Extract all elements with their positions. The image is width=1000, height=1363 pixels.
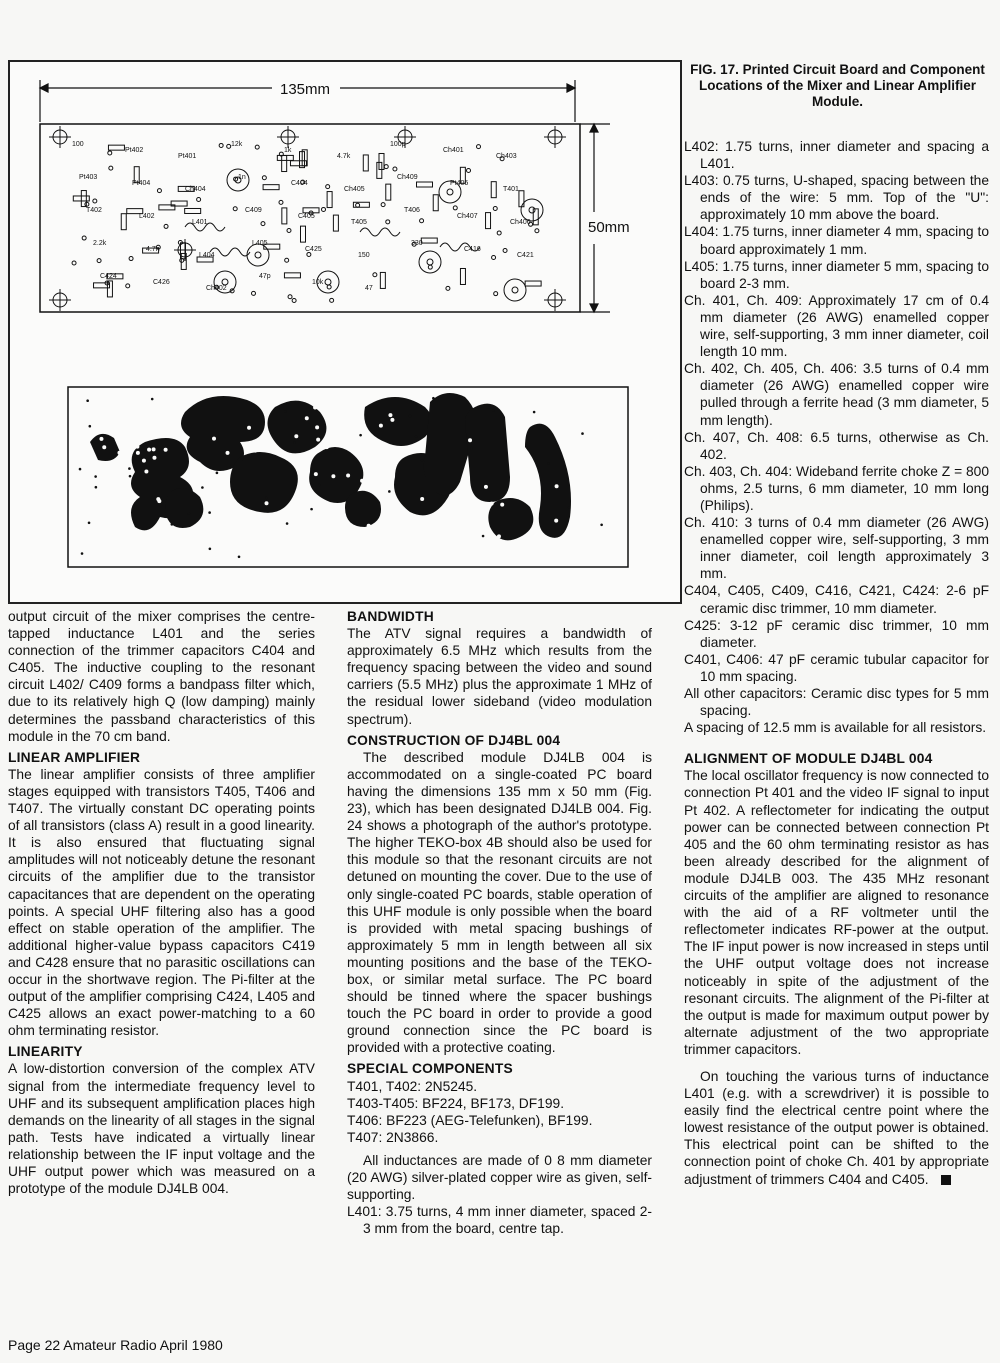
- resistor: [121, 214, 126, 230]
- foil-hole: [147, 448, 151, 452]
- solder-pad: [252, 291, 256, 295]
- solder-pad: [467, 169, 471, 173]
- part-label: C425: [305, 246, 322, 253]
- board-dot: [600, 523, 603, 526]
- board-dot: [238, 555, 241, 558]
- board-dot: [409, 415, 412, 418]
- foil-hole: [136, 451, 140, 455]
- foil-hole: [346, 528, 350, 532]
- solder-pad: [164, 224, 168, 228]
- heading-alignment: ALIGNMENT OF MODULE DJ4BL 004: [684, 751, 933, 767]
- solder-pad: [109, 166, 113, 170]
- solder-pad: [292, 298, 296, 302]
- part-label: Ch402: [206, 285, 227, 292]
- solder-pad: [497, 231, 501, 235]
- resistor: [533, 209, 538, 225]
- trimmer-center: [529, 207, 535, 213]
- trimmer-center: [447, 189, 453, 195]
- part-label: 4.7k: [337, 153, 351, 160]
- end-mark: [941, 1175, 951, 1185]
- foil-hole: [117, 451, 121, 455]
- board-dot: [129, 475, 132, 478]
- foil-hole: [386, 455, 390, 459]
- solder-pad: [97, 259, 101, 263]
- part-label: 330: [411, 240, 423, 247]
- part-label: Ch404: [185, 186, 206, 193]
- part-label: 100: [72, 141, 84, 148]
- board-dot: [151, 398, 154, 401]
- foil-hole: [152, 447, 156, 451]
- foil-hole: [325, 445, 329, 449]
- solder-pad: [126, 284, 130, 288]
- solder-pad: [307, 252, 311, 256]
- heading-linearity: LINEARITY: [8, 1044, 83, 1060]
- trimmer-center: [512, 287, 518, 293]
- solder-pad: [356, 203, 360, 207]
- solder-pad: [72, 261, 76, 265]
- solder-pad: [129, 257, 133, 261]
- foil-hole: [346, 474, 350, 478]
- component-spec-item: L402: 1.75 turns, inner diameter and spacing a L401.: [684, 139, 989, 172]
- column-middle: [347, 608, 652, 1237]
- solder-pad: [446, 286, 450, 290]
- foil-hole: [135, 445, 139, 449]
- solder-pad: [327, 285, 331, 289]
- foil-hole: [294, 434, 298, 438]
- solder-pad: [428, 265, 432, 269]
- solder-pad: [386, 220, 390, 224]
- solder-pad: [477, 145, 481, 149]
- resistor: [300, 226, 305, 242]
- solder-pad: [492, 255, 496, 259]
- solder-pad: [255, 145, 259, 149]
- solder-pad: [393, 167, 397, 171]
- foil-hole: [519, 450, 523, 454]
- solder-pad: [233, 207, 237, 211]
- foil-hole: [226, 481, 230, 485]
- part-label: 150: [358, 252, 370, 259]
- foil-hole: [132, 424, 136, 428]
- part-label: 2.2k: [93, 240, 107, 247]
- part-label: L404: [199, 252, 215, 259]
- foil-hole: [367, 524, 371, 528]
- foil-hole: [315, 425, 319, 429]
- trimmer-capacitor: [504, 279, 526, 301]
- solder-pad: [82, 236, 86, 240]
- board-dot: [310, 508, 313, 511]
- trimmer-center: [255, 252, 261, 258]
- part-label: L402: [139, 213, 155, 220]
- foil-hole: [375, 530, 379, 534]
- solder-pad: [108, 151, 112, 155]
- board-dot: [208, 511, 211, 514]
- foil-hole: [120, 438, 124, 442]
- part-label: C421: [517, 252, 534, 259]
- solder-pad: [373, 273, 377, 277]
- part-label: T405: [351, 219, 367, 226]
- foil-hole: [99, 437, 103, 441]
- part-label: T401: [503, 186, 519, 193]
- part-label: Ch407: [457, 213, 478, 220]
- board-dot: [470, 447, 473, 450]
- part-label: 4.7n: [146, 246, 160, 253]
- solder-pad: [330, 298, 334, 302]
- construction-paragraph: The described module DJ4LB 004 is accommodated on a single-coated PC board having the dimensions 135 mm x 50 mm (Fig. 23), which has been designated DJ4LB 004. Fig. 24 shows a photograph of the author's prototype. The higher TEKO-box 4B should also be used for this module so that the resonant circuits are not detuned on mounting the cover. Due to the use of only single-coated PC boards, stable operation of this UHF module is only possible when the board is provided with metal spacing bushings of approximately 5 mm in length between all six mounting positions and the base of the TEKO-box, or similar metal surface. The PC board should be tinned where the spacer bushings touch the PC board in order to provide a good ground connection since the PC board is provided with a protective coating.: [347, 749, 652, 1056]
- board-dot: [533, 411, 536, 414]
- board-dot: [482, 535, 485, 538]
- component-spec-item: C425: 3-12 pF ceramic disc trimmer, 10 mm diameter.: [684, 617, 989, 650]
- solder-pad: [381, 203, 385, 207]
- alignment-paragraph-2-text: On touching the various turns of inductance L401 (e.g. with a screwdriver) it is possible to easily find the electrical centre point where the lowest resistance of the output power is obtained. This electrical point can be shifted to the connection point of choke Ch. 401 by appropriate adjustment of trimmers C404 and C405.: [684, 1068, 989, 1187]
- board-dot: [421, 459, 424, 462]
- board-dot: [88, 521, 91, 524]
- part-label: 10k: [312, 279, 324, 286]
- linearity-paragraph: A low-distortion conversion of the complex ATV signal from the intermediate frequency level to UHF and its subsequent amplification places high demands on the linearity of all stages in the signal path. Tests have indicated a virtually linear relationship between the IF input voltage and the UHF output power which was measured on a prototype of the module DJ4LB 004.: [8, 1061, 315, 1197]
- linear-amplifier-paragraph: The linear amplifier consists of three amplifier stages equipped with transistors T405, T406 and T407. The virtually constant DC operating points of all transistors (class A) result in a good linearity. It is also ensured that fluctuating signal amplitudes will not noticeably detune the resonant circuits of the amplifier due to the transistor capacitances that are dependent on the operating points. A special UHF filtering also has a good effect on stable operation of the amplifier. The additional higher-value bypass capacitors C419 and C428 ensure that no parasitic oscillations can occur in the shortwave region. The Pi-filter at the output of the amplifier comprising C424, L405 and C425 allows an exact power-matching to a 60 ohm terminating resistor.: [8, 766, 315, 1039]
- board-dot: [318, 484, 321, 487]
- component-spec-item: C401, C406: 47 pF ceramic tubular capacitor for 10 mm spacing.: [684, 651, 989, 684]
- foil-hole: [301, 492, 305, 496]
- foil-hole: [555, 484, 559, 488]
- solder-pad: [494, 292, 498, 296]
- component-spec-item: L403: 0.75 turns, U-shaped, spacing between the ends of the wire: 5 mm. Top of the "U": approximately 10 mm above the board.: [684, 173, 989, 223]
- part-label: 47: [365, 285, 373, 292]
- board-dot: [432, 397, 435, 400]
- foil-hole: [467, 495, 471, 499]
- foil-hole: [173, 405, 177, 409]
- board-dot: [581, 432, 584, 435]
- resistor: [284, 273, 300, 278]
- foil-hole: [274, 525, 278, 529]
- part-label: Pt404: [132, 180, 151, 187]
- resistor: [421, 238, 437, 243]
- solder-pad: [279, 200, 283, 204]
- board-dot: [81, 552, 84, 555]
- resistor: [386, 184, 391, 200]
- board-dot: [284, 410, 287, 413]
- foil-hole: [164, 448, 168, 452]
- foil-hole: [102, 445, 106, 449]
- bandwidth-paragraph: The ATV signal requires a bandwidth of approximately 6.5 MHz which results from the frequency spacing between the video and sound carriers (5.5 MHz) plus the approximate 1 MHz of the residual lower sideband (video modulation spectrum).: [347, 626, 652, 727]
- solder-pad: [503, 248, 507, 252]
- part-label: Pt401: [178, 153, 197, 160]
- part-label: 47p: [259, 273, 271, 280]
- board-dot: [89, 425, 92, 428]
- foil-hole: [500, 503, 504, 507]
- solder-pad: [420, 219, 424, 223]
- board-dot: [293, 441, 296, 444]
- solder-pad: [262, 176, 266, 180]
- dimension-width-label: 135mm: [280, 81, 331, 98]
- foil-hole: [316, 438, 320, 442]
- solder-pad: [288, 295, 292, 299]
- resistor: [327, 192, 332, 208]
- part-label: Pt403: [79, 174, 98, 181]
- copper-islands: [90, 393, 571, 540]
- component-spec-item: L404: 1.75 turns, inner diameter 4 mm, spacing to board approximately 1 mm.: [684, 224, 989, 257]
- solder-pad: [322, 207, 326, 211]
- part-label: 12k: [231, 141, 243, 148]
- component-spec-item: Ch. 403, Ch. 404: Wideband ferrite choke Z = 800 ohms, 2.5 turns, 6 mm diameter, 10 mm long (Philips).: [684, 463, 989, 513]
- foil-hole: [209, 473, 213, 477]
- part-label: L401: [192, 219, 208, 226]
- trimmer-capacitor: [419, 251, 441, 273]
- resistor: [486, 213, 491, 229]
- foil-hole: [247, 426, 251, 430]
- component-t407: T407: 2N3866.: [347, 1129, 439, 1145]
- resistor: [491, 182, 496, 198]
- resistor: [380, 272, 385, 288]
- board-dot: [201, 486, 204, 489]
- foil-hole: [314, 518, 318, 522]
- foil-hole: [226, 451, 230, 455]
- resistor: [185, 208, 201, 213]
- board-dot: [171, 523, 174, 526]
- board-dot: [286, 522, 289, 525]
- heading-construction: CONSTRUCTION OF DJ4BL 004: [347, 732, 561, 748]
- board-dot: [242, 458, 245, 461]
- part-label: C404: [291, 180, 308, 187]
- solder-pad: [197, 198, 201, 202]
- resistor: [81, 191, 86, 207]
- part-label: Ch403: [496, 153, 517, 160]
- foil-hole: [497, 534, 501, 538]
- foil-hole: [554, 519, 558, 523]
- board-dot: [79, 468, 82, 471]
- resistor: [108, 145, 124, 150]
- solder-pad: [85, 202, 89, 206]
- coil: [360, 228, 400, 236]
- foil-hole: [152, 456, 156, 460]
- solder-pad: [93, 199, 97, 203]
- resistor: [525, 281, 541, 286]
- board-dot: [492, 409, 495, 412]
- coil: [210, 248, 250, 256]
- foil-hole: [309, 517, 313, 521]
- foil-hole: [259, 532, 263, 536]
- part-label: C424: [100, 273, 117, 280]
- solder-pad: [535, 229, 539, 233]
- inductances-paragraph: All inductances are made of 0 8 mm diameter (20 AWG) silver-plated copper wire as given, self-supporting.: [347, 1152, 652, 1203]
- part-label: Ch405: [344, 186, 365, 193]
- part-label: C409: [245, 207, 262, 214]
- pcb-figure: [8, 60, 682, 604]
- foil-hole: [352, 412, 356, 416]
- part-label: 1k: [284, 147, 292, 154]
- foil-hole: [265, 501, 269, 505]
- foil-hole: [535, 486, 539, 490]
- board-dot: [209, 547, 212, 550]
- foil-hole: [484, 485, 488, 489]
- figure-caption: FIG. 17. Printed Circuit Board and Component Locations of the Mixer and Linear Amplifier Module.: [690, 62, 985, 109]
- part-label: T402: [86, 207, 102, 214]
- foil-hole: [142, 459, 146, 463]
- board-dot: [568, 506, 571, 509]
- solder-pad: [285, 258, 289, 262]
- foil-hole: [156, 497, 160, 501]
- trimmer-center: [325, 279, 331, 285]
- resistor: [433, 195, 438, 211]
- mixer-output-paragraph: output circuit of the mixer comprises the centre-tapped inductance L401 and the series connection of the trimmer capacitors C404 and C405. The inductive coupling to the resonant circuit L402/ C409 forms a bandpass filter which, due to its relatively high Q (low damping) mainly determines the passband characteristics of this module in the 70 cm band.: [8, 609, 315, 744]
- part-label: L405: [252, 240, 268, 247]
- dimension-height: [580, 124, 610, 312]
- foil-hole: [379, 424, 383, 428]
- column-right: [684, 138, 989, 1188]
- component-t403: T403-T405: BF224, BF173, DF199.: [347, 1095, 565, 1111]
- board-dot: [95, 486, 98, 489]
- board-dot: [359, 434, 362, 437]
- foil-hole: [236, 528, 240, 532]
- part-label: C416: [464, 246, 481, 253]
- board-dot: [86, 399, 89, 402]
- component-spec-item: Ch. 402, Ch. 405, Ch. 406: 3.5 turns of 0.4 mm diameter (26 AWG) enamelled copper wire pulled through a ferrite head (3 mm diameter, 5 mm length).: [684, 361, 989, 428]
- component-spec-item: L405: 1.75 turns, inner diameter 5 mm, spacing to board 2-3 mm.: [684, 258, 989, 291]
- part-label: Ch401: [443, 147, 464, 154]
- dimension-height-label: 50mm: [588, 219, 630, 236]
- heading-special-components: SPECIAL COMPONENTS: [347, 1061, 513, 1077]
- part-label: Pt402: [125, 147, 144, 154]
- resistor: [263, 185, 279, 190]
- part-label: Pt405: [450, 180, 469, 187]
- foil-hole: [396, 453, 400, 457]
- component-t401: T401, T402: 2N5245.: [347, 1078, 478, 1094]
- board-dot: [265, 497, 268, 500]
- foil-hole: [253, 449, 257, 453]
- component-spec-item: C404, C405, C409, C416, C421, C424: 2-6 pF ceramic disc trimmer, 10 mm diameter.: [684, 583, 989, 616]
- foil-hole: [390, 418, 394, 422]
- part-label: C405: [298, 213, 315, 220]
- resistor: [333, 215, 338, 231]
- resistor: [417, 182, 433, 187]
- solder-pad: [453, 206, 457, 210]
- foil-hole: [388, 413, 392, 417]
- component-spec-item: Ch. 407, Ch. 408: 6.5 turns, otherwise as Ch. 402.: [684, 429, 989, 462]
- foil-hole: [93, 468, 97, 472]
- foil-hole: [313, 405, 317, 409]
- solder-pad: [384, 165, 388, 169]
- foil-hole: [374, 491, 378, 495]
- foil-hole: [331, 474, 335, 478]
- part-label: 100p: [390, 141, 406, 148]
- foil-hole: [388, 461, 392, 465]
- part-label: 1n: [238, 174, 246, 181]
- foil-hole: [305, 416, 309, 420]
- board-dot: [415, 435, 418, 438]
- foil-hole: [314, 472, 318, 476]
- heading-bandwidth: BANDWIDTH: [347, 609, 434, 624]
- component-spec-item: A spacing of 12.5 mm is available for all resistors.: [684, 720, 987, 736]
- resistor: [519, 191, 524, 207]
- board-dot: [216, 472, 219, 475]
- resistor: [363, 155, 368, 171]
- foil-hole: [521, 492, 525, 496]
- component-spec-item: Ch. 401, Ch. 409: Approximately 17 cm of 0.4 mm diameter (26 AWG) enamelled copper wire, self-supporting, 3 mm inner diameter, coil length 10 mm.: [684, 292, 989, 360]
- foil-hole: [455, 525, 459, 529]
- component-l401: L401: 3.75 turns, 4 mm inner diameter, spaced 2-3 mm from the board, centre tap.: [347, 1204, 652, 1237]
- foil-hole: [212, 437, 216, 441]
- board-dot: [388, 490, 391, 493]
- component-layout: [49, 126, 566, 311]
- solder-pad: [326, 185, 330, 189]
- board-dot: [547, 462, 550, 465]
- component-spec-item: All other capacitors: Ceramic disc types for 5 mm spacing.: [684, 686, 989, 719]
- solder-pad: [493, 207, 497, 211]
- foil-hole: [329, 417, 333, 421]
- solder-pad: [261, 222, 265, 226]
- board-dot: [187, 512, 190, 515]
- column-left: [8, 608, 315, 1197]
- foil-hole: [468, 438, 472, 442]
- board-dot: [94, 475, 97, 478]
- solder-pad: [219, 143, 223, 147]
- foil-hole: [420, 497, 424, 501]
- pcb-drawing: [10, 62, 680, 602]
- alignment-paragraph: The local oscillator frequency is now connected to connection Pt 401 and the video IF signal to input Pt 402. A reflectometer for indicating the output power can be connected between connection Pt 405 and the 60 ohm terminating resistor as has been already described for the alignment of module DJ4LB 003. The 435 MHz resonant circuits of the amplifier are aligned to resonance with the aid of a RF voltmeter until the reflectometer indicates RF-power at the output. The IF input power is now increased in steps until the UHF output voltage does not increase noticeably in spite of the adjustment of the resonant circuits. The alignment of the Pi-filter at the output is made for maximum output power by alternate adjustment of the two appropriate trimmer capacitors.: [684, 768, 989, 1057]
- component-t406: T406: BF223 (AEG-Telefunken), BF199.: [347, 1112, 593, 1128]
- trimmer-capacitor: [247, 244, 269, 266]
- page-footer: Page 22 Amateur Radio April 1980: [8, 1337, 223, 1353]
- alignment-paragraph-2: [684, 1068, 989, 1188]
- part-label: Ch406: [510, 219, 531, 226]
- resistor: [282, 208, 287, 224]
- foil-hole: [134, 432, 138, 436]
- part-label: Ch409: [397, 174, 418, 181]
- foil-hole: [360, 479, 364, 483]
- heading-linear-amplifier: LINEAR AMPLIFIER: [8, 749, 141, 765]
- solder-pad: [157, 189, 161, 193]
- resistor: [282, 156, 287, 172]
- resistor: [460, 268, 465, 284]
- board-dot: [134, 468, 137, 471]
- trimmer-center: [427, 259, 433, 265]
- solder-pad: [287, 229, 291, 233]
- component-spec-item: Ch. 410: 3 turns of 0.4 mm diameter (26 AWG) enamelled copper wire, self-supporting, 3 mm inner diameter, coil length approximately 3 mm.: [684, 515, 989, 582]
- component-list: [684, 138, 989, 736]
- foil-hole: [366, 433, 370, 437]
- foil-hole: [144, 470, 148, 474]
- part-label: T406: [404, 207, 420, 214]
- foil-hole: [243, 511, 247, 515]
- foil-hole: [490, 502, 494, 506]
- foil-hole: [472, 497, 476, 501]
- board-dot: [488, 406, 491, 409]
- resistor: [277, 155, 293, 160]
- board-dot: [128, 467, 131, 470]
- part-label: C426: [153, 279, 170, 286]
